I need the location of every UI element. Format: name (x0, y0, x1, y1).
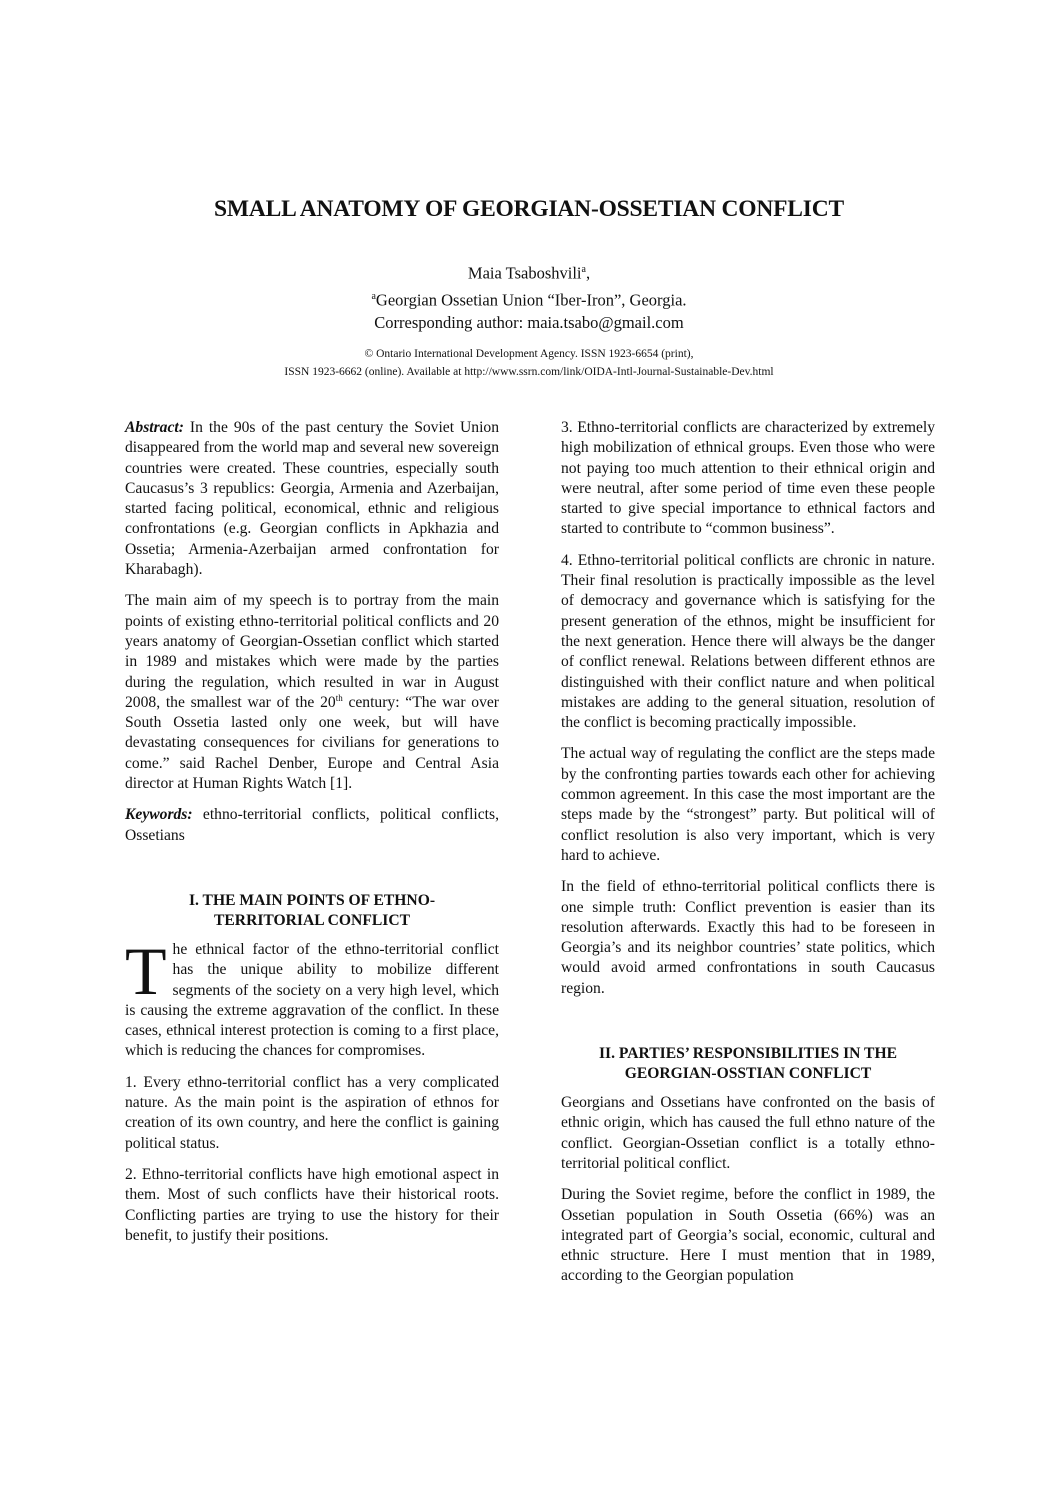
section-2-heading-line-1: II. PARTIES’ RESPONSIBILITIES IN THE (598, 1045, 897, 1063)
section-1-heading-line-1: I. THE MAIN POINTS OF ETHNO- (188, 891, 436, 909)
prevention-paragraph: In the field of ethno-territorial political conflicts there is one simple truth: Conflict prevention is easier than its resolution afterwards. Exactly this had to be foreseen in Georgia’s and its neighbor countries’ state politics, which would avoid armed confrontations in south Caucasus region. (561, 878, 935, 997)
affiliation: Georgian Ossetian Union “Iber-Iron”, Georgia. (375, 290, 687, 309)
copyright-notice (0, 345, 1058, 381)
author-block (0, 258, 1058, 334)
affiliation-superscript: a (371, 290, 376, 302)
section-1-heading (125, 891, 499, 931)
author-name: Maia Tsaboshvili (467, 263, 582, 283)
aim-text-2: century: “The war over South Ossetia lasted only one week, but will have devastating consequences for civilians for generations to come.” said Rachel Denber, Europe and Central Asia director at Human Rights Watch [1]. (125, 693, 499, 793)
paper-title: SMALL ANATOMY OF GEORGIAN-OSSETIAN CONFLICT (214, 196, 844, 222)
abstract-text: In the 90s of the past century the Soviet Union disappeared from the world map and several new sovereign countries were created. These countries, especially south Caucasus’s 3 republics: Georgia, Armenia and Azerbaijan, started facing political, economical, ethnic and religious confrontations (e.g. Georgian conflicts in Apkhazia and Ossetia; Armenia-Azerbaijan armed confrontation for Kharabagh). (125, 419, 499, 579)
author-line (0, 258, 1058, 285)
keywords-text: ethno-territorial conflicts, political conflicts, Ossetians (125, 806, 499, 844)
section-1-intro-text: he ethnical factor of the ethno-territorial conflict has the unique ability to mobilize different segments of the society on a very high level, which is causing the extreme aggravation of the conflict. In these cases, ethnical interest protection is coming to a first place, which is reducing the chances for compromises. (125, 940, 499, 1060)
keywords-label: Keywords: (125, 806, 193, 824)
regulating-paragraph: The actual way of regulating the conflict are the steps made by the confronting parties towards each other for achieving common agreement. In this case the most important are the steps made by the “strongest” party. But political will of conflict resolution is also very important, which is very hard to achieve. (561, 745, 935, 864)
ordinal-superscript: th (335, 692, 343, 703)
author-suffix: , (585, 263, 591, 283)
section-1-heading-line-2: TERRITORIAL CONFLICT (214, 911, 410, 929)
left-column (125, 418, 499, 1257)
section-2-paragraph-2: During the Soviet regime, before the conflict in 1989, the Ossetian population in South Ossetia (66%) was an integrated part of Georgia’s social, economic, cultural and ethnic structure. Here I must mention that in 1989, according to the Georgian population (561, 1186, 935, 1285)
abstract-paragraph (125, 418, 499, 580)
section-2-heading (561, 1044, 935, 1084)
corresponding-author: Corresponding author: maia.tsabo@gmail.com (374, 313, 684, 332)
keywords-paragraph (125, 805, 499, 846)
abstract-label: Abstract: (125, 419, 184, 436)
section-1-intro (125, 932, 499, 1062)
section-2-paragraph-1: Georgians and Ossetians have confronted on the basis of ethnic origin, which has caused the full ethno nature of the conflict. Georgian-Ossetian conflict is a totally ethno-territorial political conflict. (561, 1094, 935, 1172)
point-2: 2. Ethno-territorial conflicts have high emotional aspect in them. Most of such conflicts have their historical roots. Conflicting parties are trying to use the history for their benefit, to justify their positions. (125, 1165, 499, 1244)
drop-cap: T (125, 932, 167, 1009)
point-1: 1. Every ethno-territorial conflict has a very complicated nature. As the main point is the aspiration of ethnos for creation of its own country, and here the conflict is gaining political status. (125, 1073, 499, 1152)
aim-paragraph (125, 591, 499, 794)
section-2-heading-line-2: GEORGIAN-OSSTIAN CONFLICT (624, 1065, 872, 1083)
right-column (561, 418, 935, 1298)
copyright-line-2: ISSN 1923-6662 (online). Available at http://www.ssrn.com/link/OIDA-Intl-Journal-Sustainable-Dev.html (284, 366, 774, 378)
affiliation-line (0, 285, 1058, 312)
point-4: 4. Ethno-territorial political conflicts are chronic in nature. Their final resolution is practically impossible as the level of democracy and governance which is satisfying for the present generation of the ethnos, might be insufficient for the next generation. Hence there will always be the danger of conflict renewal. Relations between different ethnos are distinguished with their conflict nature and when political mistakes are adding to the general situation, resolution of the conflict is becoming practically impossible. (561, 551, 935, 732)
copyright-line-1: © Ontario International Development Agency. ISSN 1923-6654 (print), (364, 348, 694, 360)
aim-text-1: The main aim of my speech is to portray from the main points of existing ethno-territorial political conflicts and 20 years anatomy of Georgian-Ossetian conflict which started in 1989 and mistakes which were made by the parties during the regulation, which resulted in war in August 2008, the smallest war of the 20 (125, 592, 499, 711)
author-superscript: a (581, 264, 586, 275)
point-3: 3. Ethno-territorial conflicts are characterized by extremely high mobilization of ethnical groups. Even those who were not paying too much attention to their ethnical origin and were neutral, after some period of time even these people started to give special importance to ethnical factors and started to contribute to “common business”. (561, 419, 935, 538)
